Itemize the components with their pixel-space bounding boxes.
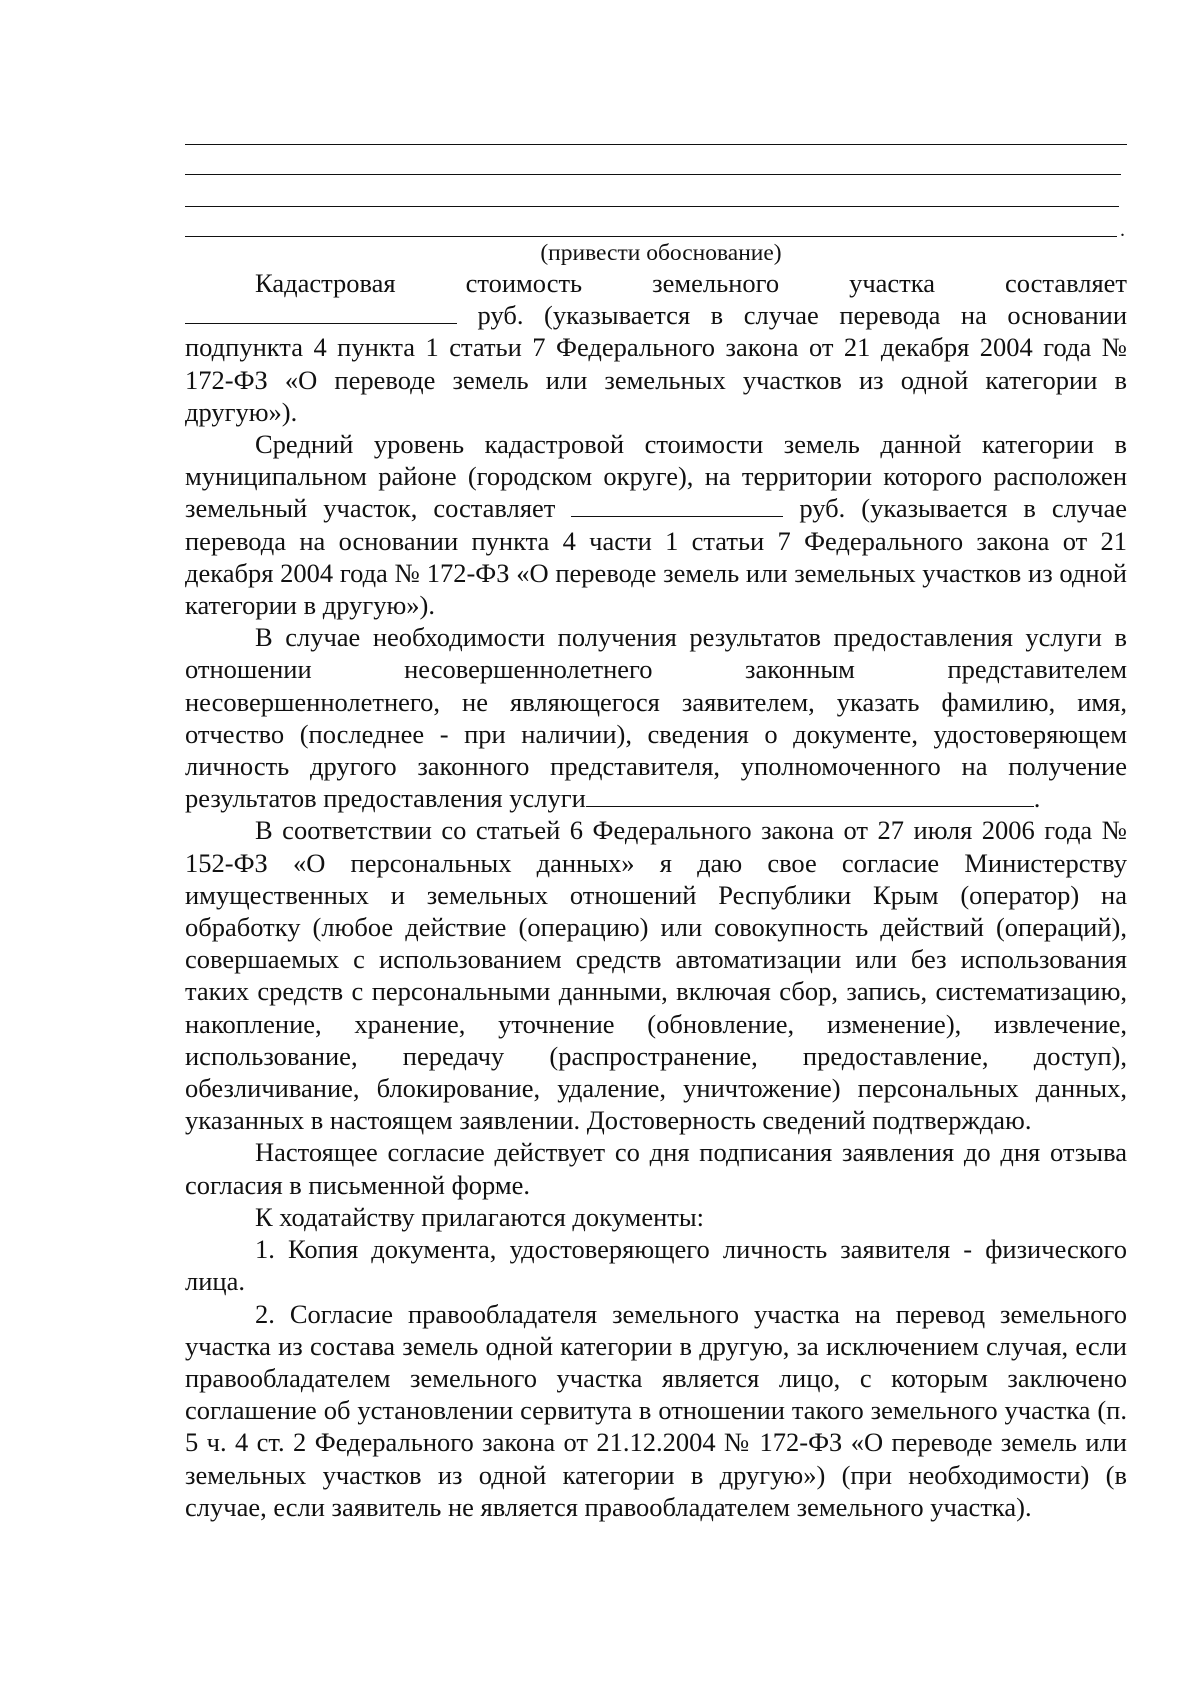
- cadastral-value-paragraph: [185, 267, 1127, 299]
- justification-line-2: [185, 174, 1121, 175]
- cadastral-value-continuation: [185, 299, 1127, 428]
- average-value-text-after: руб. (указывается в случае перевода на основании пункта 4 части 1 статьи 7 Федерального закона от 21 декабря 2004 года № 172-ФЗ «О переводе земель или земельных участков из одной категории в другую»).: [185, 493, 1128, 621]
- justification-line-4: [185, 236, 1117, 237]
- consent-paragraph: В соответствии со статьей 6 Федерального закона от 27 июля 2006 года № 152-ФЗ «О персональных данных» я даю свое согласие Министерству имущественных и земельных отношений Республики Крым (оператор) на обработку (любое действие (операцию) или совокупность действий (операций), совершаемых с использованием средств автоматизации или без использования таких средств с персональными данными, включая сбор, запись, систематизацию, накопление, хранение, уточнение (обновление, изменение), извлечение, использование, передачу (распространение, предоставление, доступ), обезличивание, блокирование, удаление, уничтожение) персональных данных, указанных в настоящем заявлении. Достоверность сведений подтверждаю.: [185, 815, 1127, 1136]
- representative-blank[interactable]: [586, 805, 1034, 807]
- justification-caption: (привести обоснование): [540, 240, 782, 266]
- justification-line-3: [185, 206, 1119, 207]
- consent-validity-paragraph: Настоящее согласие действует со дня подписания заявления до дня отзыва согласия в письменной форме.: [185, 1137, 1127, 1200]
- attachment-item-2: 2. Согласие правообладателя земельного участка на перевод земельного участка из состава земель одной категории в другую, за исключением случая, если правообладателем земельного участка является лицо, с которым заключено соглашение об установлении сервитута в отношении такого земельного участка (п. 5 ч. 4 ст. 2 Федерального закона от 21.12.2004 № 172-ФЗ «О переводе земель или земельных участков из одной категории в другую») (при необходимости) (в случае, если заявитель не является правообладателем земельного участка).: [185, 1298, 1127, 1522]
- cadastral-value-text: руб. (указывается в случае перевода на основании подпункта 4 пункта 1 статьи 7 Федерального закона от 21 декабря 2004 года № 172-ФЗ «О переводе земель или земельных участков из одной категории в другую»).: [185, 300, 1127, 427]
- justification-line-1: [185, 144, 1127, 145]
- cadastral-value-blank[interactable]: [185, 322, 457, 324]
- average-value-blank[interactable]: [571, 515, 783, 517]
- cadastral-value-line1: Кадастровая стоимость земельного участка составляет: [255, 268, 1127, 298]
- average-value-paragraph: [185, 428, 1127, 621]
- minor-representative-end: .: [1033, 783, 1041, 814]
- minor-representative-text: В случае необходимости получения результатов предоставления услуги в отношении несовершеннолетнего законным представителем несовершеннолетнего, не являющегося заявителем, указать фамилию, имя, отчество (последнее - при наличии), сведения о документе, удостоверяющем личность другого законного представителя, уполномоченного на получение результатов предоставления услуги: [185, 622, 1127, 814]
- document-page: [185, 130, 1127, 1523]
- attachments-heading: К ходатайству прилагаются документы:: [255, 1201, 705, 1232]
- minor-representative-paragraph: [185, 621, 1127, 814]
- average-value-text-before: Средний уровень кадастровой стоимости земель данной категории в муниципальном районе (городском округе), на территории которого расположен земельный участок, составляет: [185, 429, 1127, 524]
- attachment-item-1: 1. Копия документа, удостоверяющего личность заявителя - физического лица.: [185, 1234, 1127, 1297]
